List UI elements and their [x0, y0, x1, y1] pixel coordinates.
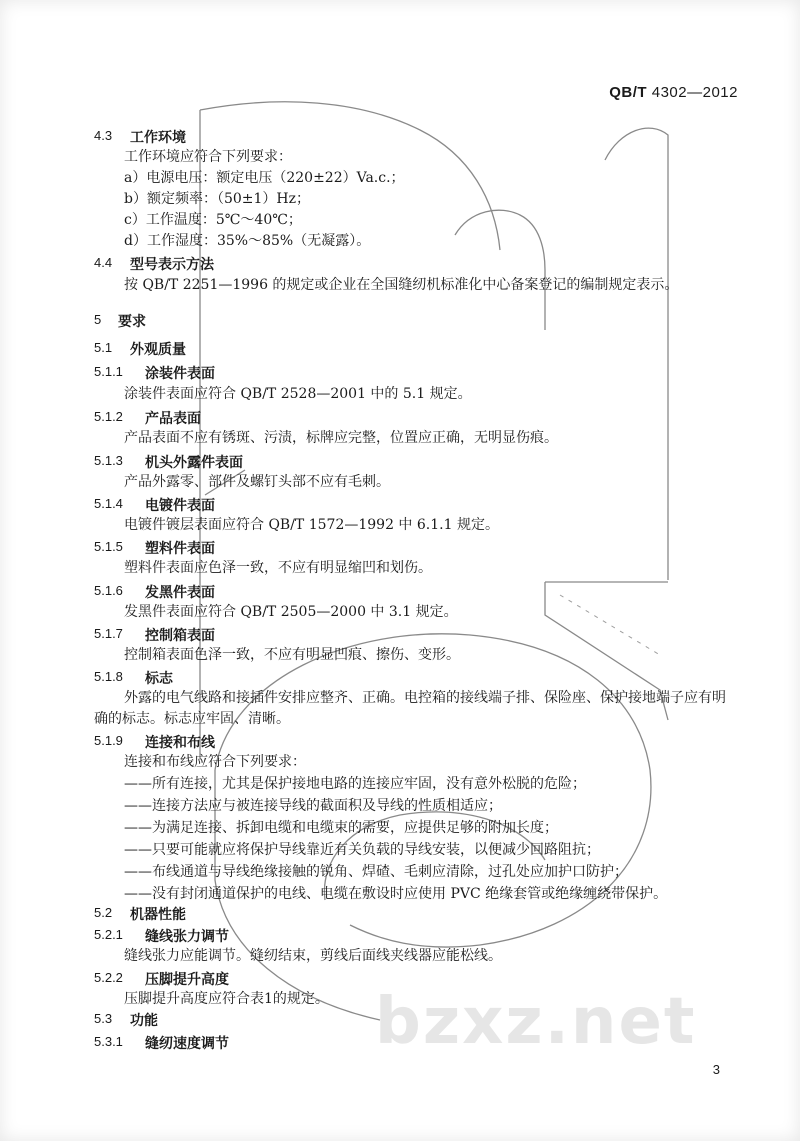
list-item: c）工作温度：5℃～40℃； — [124, 212, 302, 228]
section-number: 5.3.1 — [94, 1034, 123, 1049]
list-item: d）工作湿度：35%～85%（无凝露）。 — [124, 233, 371, 249]
section-heading: 机器性能 — [130, 907, 186, 923]
dash-list-item: ——没有封闭通道保护的电线、电缆在敷设时应使用 PVC 绝缘套管或绝缘缠绕带保护。 — [124, 886, 668, 902]
paragraph: 连接和布线应符合下列要求： — [124, 754, 306, 770]
paragraph-continuation: 确的标志。标志应牢固、清晰。 — [94, 711, 290, 727]
section-number: 5.2 — [94, 905, 113, 920]
section-heading: 缝线张力调节 — [145, 929, 229, 945]
paragraph: 塑料件表面应色泽一致，不应有明显缩凹和划伤。 — [124, 560, 432, 576]
standard-number — [609, 84, 738, 101]
watermark-text: bzxz.net — [375, 985, 697, 1059]
section-number: 5.1.2 — [94, 409, 123, 424]
section-number: 5.2.2 — [94, 970, 123, 985]
section-number: 5.1.3 — [94, 453, 123, 468]
section-heading: 功能 — [130, 1013, 158, 1029]
section-heading: 机头外露件表面 — [145, 455, 243, 471]
standard-year: 4302—2012 — [651, 84, 738, 101]
paragraph: 外露的电气线路和接插件安排应整齐、正确。电控箱的接线端子排、保险座、保护接地端子应有明 — [124, 690, 726, 706]
section-heading: 发黑件表面 — [145, 585, 215, 601]
section-heading: 标志 — [145, 671, 173, 687]
section-heading: 连接和布线 — [145, 735, 215, 751]
paragraph: 缝线张力应能调节。缝纫结束，剪线后面线夹线器应能松线。 — [124, 948, 502, 964]
section-number: 5.1.4 — [94, 496, 123, 511]
section-heading: 工作环境 — [130, 130, 186, 146]
section-heading: 压脚提升高度 — [145, 972, 229, 988]
dash-list-item: ——布线通道与导线绝缘接触的锐角、焊碴、毛刺应清除，过孔处应加护口防护； — [124, 864, 628, 880]
section-number: 5.2.1 — [94, 927, 123, 942]
dash-list-item: ——所有连接，尤其是保护接地电路的连接应牢固，没有意外松脱的危险； — [124, 776, 586, 792]
paragraph: 涂装件表面应符合 QB/T 2528—2001 中的 5.1 规定。 — [124, 386, 472, 402]
page-number: 3 — [712, 1062, 720, 1077]
section-heading: 涂装件表面 — [145, 366, 215, 382]
section-number: 4.3 — [94, 128, 113, 143]
section-heading: 要求 — [118, 314, 146, 330]
paragraph: 产品外露零、部件及螺钉头部不应有毛刺。 — [124, 474, 390, 490]
section-heading: 控制箱表面 — [145, 628, 215, 644]
section-number: 5.1.7 — [94, 626, 123, 641]
section-heading: 塑料件表面 — [145, 541, 215, 557]
list-item: b）额定频率：（50±1）Hz； — [124, 191, 310, 207]
paragraph: 电镀件镀层表面应符合 QB/T 1572—1992 中 6.1.1 规定。 — [124, 517, 499, 533]
paragraph: 工作环境应符合下列要求： — [124, 149, 292, 165]
section-number: 5.1.8 — [94, 669, 123, 684]
section-heading: 电镀件表面 — [145, 498, 215, 514]
section-number: 5.1.6 — [94, 583, 123, 598]
paragraph: 按 QB/T 2251—1996 的规定或企业在全国缝纫机标准化中心备案登记的编制规定表示。 — [124, 277, 679, 293]
paragraph: 压脚提升高度应符合表1的规定。 — [124, 991, 329, 1007]
section-number: 5.1 — [94, 340, 113, 355]
section-heading: 缝纫速度调节 — [145, 1036, 229, 1052]
section-heading: 产品表面 — [145, 411, 201, 427]
section-number: 5.1.9 — [94, 733, 123, 748]
section-number: 5.1.5 — [94, 539, 123, 554]
section-heading: 型号表示方法 — [130, 257, 214, 273]
section-number: 5 — [94, 312, 102, 327]
section-number: 5.3 — [94, 1011, 113, 1026]
section-heading: 外观质量 — [130, 342, 186, 358]
dash-list-item: ——为满足连接、拆卸电缆和电缆束的需要，应提供足够的附加长度； — [124, 820, 558, 836]
paragraph: 产品表面不应有锈斑、污渍，标牌应完整，位置应正确，无明显伤痕。 — [124, 430, 558, 446]
standard-code: QB/T — [609, 84, 648, 101]
dash-list-item: ——连接方法应与被连接导线的截面积及导线的性质相适应； — [124, 798, 502, 814]
list-item: a）电源电压：额定电压（220±22）Va.c.； — [124, 170, 405, 186]
section-number: 5.1.1 — [94, 364, 123, 379]
paragraph: 发黑件表面应符合 QB/T 2505—2000 中 3.1 规定。 — [124, 604, 458, 620]
dash-list-item: ——只要可能就应将保护导线靠近有关负载的导线安装，以便减少回路阻抗； — [124, 842, 600, 858]
paragraph: 控制箱表面色泽一致，不应有明显凹痕、擦伤、变形。 — [124, 647, 460, 663]
section-number: 4.4 — [94, 255, 113, 270]
